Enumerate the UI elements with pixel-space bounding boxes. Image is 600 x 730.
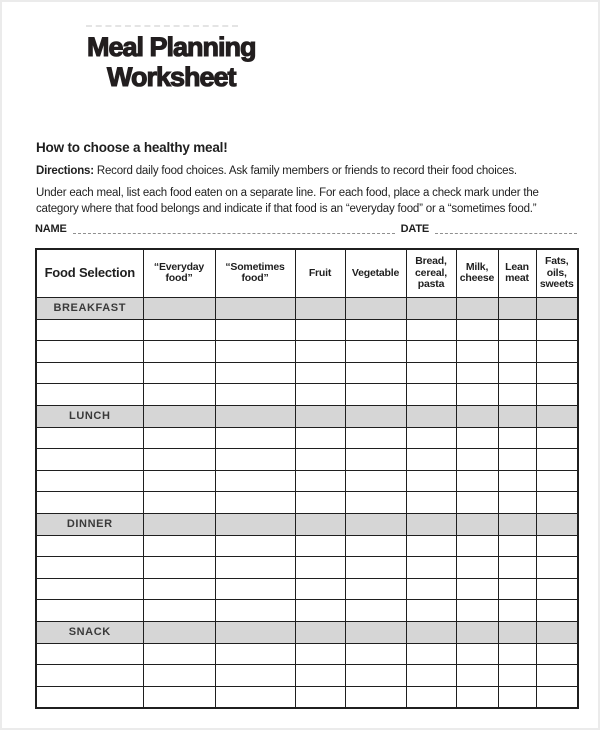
section-cell <box>536 513 578 535</box>
entry-cell <box>215 686 295 708</box>
entry-cell <box>498 341 536 363</box>
entry-cell <box>143 557 215 579</box>
section-cell <box>295 405 345 427</box>
entry-cell <box>295 600 345 622</box>
directions-line <box>36 164 578 179</box>
section-cell <box>456 297 498 319</box>
entry-cell <box>406 319 456 341</box>
section-cell <box>295 621 345 643</box>
section-label-snack: SNACK <box>36 621 143 643</box>
entry-cell <box>456 535 498 557</box>
section-label-dinner: DINNER <box>36 513 143 535</box>
entry-row <box>36 319 578 341</box>
entry-cell <box>215 341 295 363</box>
entry-cell <box>345 384 406 406</box>
section-row-dinner <box>36 513 578 535</box>
section-cell <box>143 297 215 319</box>
entry-cell <box>536 557 578 579</box>
page-title-line2: Worksheet <box>106 62 236 92</box>
section-cell <box>295 513 345 535</box>
column-header-sometimes-food: “Sometimes food” <box>215 249 295 297</box>
entry-cell <box>456 319 498 341</box>
entry-cell <box>456 341 498 363</box>
entry-cell <box>456 470 498 492</box>
section-cell <box>406 297 456 319</box>
entry-cell <box>36 492 143 514</box>
table-header-row <box>36 249 578 297</box>
entry-row <box>36 362 578 384</box>
entry-cell <box>143 578 215 600</box>
entry-cell <box>143 686 215 708</box>
section-cell <box>345 513 406 535</box>
section-cell <box>456 405 498 427</box>
instructions-paragraph: Under each meal, list each food eaten on a separate line. For each food, place a check mark under the category where that food belongs and indicate if that food is an “everyday food” or a “sometimes food.” <box>36 187 539 215</box>
entry-cell <box>36 643 143 665</box>
entry-row <box>36 341 578 363</box>
section-cell <box>143 621 215 643</box>
section-row-lunch <box>36 405 578 427</box>
entry-cell <box>456 384 498 406</box>
entry-cell <box>143 384 215 406</box>
entry-cell <box>143 341 215 363</box>
entry-cell <box>295 362 345 384</box>
section-cell <box>498 513 536 535</box>
entry-cell <box>143 600 215 622</box>
entry-cell <box>215 492 295 514</box>
entry-row <box>36 665 578 687</box>
entry-cell <box>215 643 295 665</box>
entry-cell <box>143 362 215 384</box>
entry-cell <box>295 341 345 363</box>
entry-cell <box>345 470 406 492</box>
entry-cell <box>536 535 578 557</box>
name-label: NAME <box>35 223 67 235</box>
entry-cell <box>536 319 578 341</box>
entry-cell <box>36 600 143 622</box>
column-header-everyday-food: “Everyday food” <box>143 249 215 297</box>
entry-cell <box>498 535 536 557</box>
entry-cell <box>536 362 578 384</box>
entry-cell <box>295 665 345 687</box>
entry-cell <box>406 643 456 665</box>
entry-cell <box>536 341 578 363</box>
entry-cell <box>143 535 215 557</box>
entry-cell <box>215 319 295 341</box>
entry-cell <box>406 535 456 557</box>
page-title <box>87 32 256 92</box>
entry-cell <box>36 362 143 384</box>
entry-cell <box>345 578 406 600</box>
entry-cell <box>215 427 295 449</box>
entry-cell <box>406 362 456 384</box>
entry-cell <box>406 427 456 449</box>
section-cell <box>215 405 295 427</box>
entry-cell <box>36 665 143 687</box>
entry-cell <box>406 686 456 708</box>
entry-cell <box>536 578 578 600</box>
entry-cell <box>406 600 456 622</box>
entry-cell <box>143 643 215 665</box>
entry-cell <box>36 470 143 492</box>
entry-cell <box>345 557 406 579</box>
scan-artifact-line <box>86 25 238 27</box>
section-label-lunch: LUNCH <box>36 405 143 427</box>
entry-cell <box>295 319 345 341</box>
entry-cell <box>215 600 295 622</box>
entry-cell <box>456 557 498 579</box>
entry-row <box>36 427 578 449</box>
entry-cell <box>498 557 536 579</box>
entry-cell <box>406 557 456 579</box>
intro-heading: How to choose a healthy meal! <box>36 140 228 155</box>
entry-cell <box>536 427 578 449</box>
entry-cell <box>295 686 345 708</box>
entry-cell <box>143 470 215 492</box>
entry-cell <box>215 470 295 492</box>
section-cell <box>345 405 406 427</box>
entry-row <box>36 557 578 579</box>
column-header-food-selection: Food Selection <box>36 249 143 297</box>
entry-cell <box>456 686 498 708</box>
entry-cell <box>456 492 498 514</box>
entry-cell <box>36 341 143 363</box>
column-header-milk-cheese: Milk, cheese <box>456 249 498 297</box>
entry-cell <box>498 665 536 687</box>
entry-cell <box>215 535 295 557</box>
entry-cell <box>215 362 295 384</box>
entry-cell <box>36 319 143 341</box>
entry-cell <box>456 643 498 665</box>
entry-cell <box>456 600 498 622</box>
entry-cell <box>406 449 456 471</box>
entry-cell <box>456 578 498 600</box>
entry-cell <box>406 384 456 406</box>
date-fill-line <box>435 221 577 234</box>
entry-cell <box>345 686 406 708</box>
section-row-breakfast <box>36 297 578 319</box>
section-label-breakfast: BREAKFAST <box>36 297 143 319</box>
entry-cell <box>36 557 143 579</box>
section-cell <box>215 621 295 643</box>
entry-cell <box>345 427 406 449</box>
section-cell <box>536 405 578 427</box>
entry-cell <box>345 319 406 341</box>
entry-cell <box>36 427 143 449</box>
entry-cell <box>345 362 406 384</box>
entry-cell <box>345 665 406 687</box>
section-cell <box>536 297 578 319</box>
entry-cell <box>143 319 215 341</box>
entry-cell <box>295 535 345 557</box>
entry-cell <box>143 427 215 449</box>
column-header-vegetable: Vegetable <box>345 249 406 297</box>
entry-row <box>36 686 578 708</box>
directions-text: Record daily food choices. Ask family members or friends to record their food choices. <box>93 165 517 177</box>
entry-row <box>36 578 578 600</box>
entry-cell <box>345 643 406 665</box>
section-cell <box>295 297 345 319</box>
entry-row <box>36 470 578 492</box>
entry-cell <box>295 427 345 449</box>
entry-row <box>36 643 578 665</box>
entry-cell <box>536 686 578 708</box>
entry-row <box>36 535 578 557</box>
section-cell <box>345 297 406 319</box>
directions-label: Directions: <box>36 165 94 177</box>
entry-cell <box>295 449 345 471</box>
entry-cell <box>456 665 498 687</box>
entry-cell <box>215 557 295 579</box>
entry-cell <box>36 449 143 471</box>
name-fill-line <box>73 221 395 234</box>
entry-cell <box>295 557 345 579</box>
entry-row <box>36 600 578 622</box>
entry-cell <box>406 578 456 600</box>
entry-cell <box>345 492 406 514</box>
entry-cell <box>295 492 345 514</box>
entry-cell <box>215 578 295 600</box>
entry-cell <box>143 449 215 471</box>
entry-cell <box>295 470 345 492</box>
entry-cell <box>498 319 536 341</box>
section-cell <box>143 405 215 427</box>
entry-row <box>36 492 578 514</box>
section-cell <box>406 513 456 535</box>
section-cell <box>498 405 536 427</box>
entry-cell <box>498 492 536 514</box>
entry-cell <box>456 362 498 384</box>
column-header-fats-oils-sweets: Fats, oils, sweets <box>536 249 578 297</box>
section-cell <box>143 513 215 535</box>
entry-cell <box>498 427 536 449</box>
column-header-fruit: Fruit <box>295 249 345 297</box>
entry-cell <box>498 578 536 600</box>
entry-cell <box>536 449 578 471</box>
entry-cell <box>456 449 498 471</box>
entry-cell <box>295 578 345 600</box>
entry-row <box>36 449 578 471</box>
section-cell <box>456 513 498 535</box>
entry-cell <box>345 535 406 557</box>
entry-cell <box>498 600 536 622</box>
entry-cell <box>536 665 578 687</box>
meal-table-body <box>36 297 578 708</box>
column-header-bread-cereal-pasta: Bread, cereal, pasta <box>406 249 456 297</box>
section-row-snack <box>36 621 578 643</box>
entry-cell <box>406 665 456 687</box>
section-cell <box>406 405 456 427</box>
entry-cell <box>498 384 536 406</box>
date-label: DATE <box>400 223 429 235</box>
entry-row <box>36 384 578 406</box>
entry-cell <box>345 600 406 622</box>
entry-cell <box>406 470 456 492</box>
entry-cell <box>215 384 295 406</box>
entry-cell <box>36 535 143 557</box>
entry-cell <box>498 470 536 492</box>
page-title-line1: Meal Planning <box>87 32 256 62</box>
entry-cell <box>498 686 536 708</box>
entry-cell <box>536 643 578 665</box>
entry-cell <box>143 665 215 687</box>
entry-cell <box>406 492 456 514</box>
column-header-lean-meat: Lean meat <box>498 249 536 297</box>
entry-cell <box>536 470 578 492</box>
entry-cell <box>345 341 406 363</box>
entry-cell <box>536 600 578 622</box>
entry-cell <box>295 384 345 406</box>
meal-table <box>35 248 579 709</box>
entry-cell <box>498 449 536 471</box>
section-cell <box>406 621 456 643</box>
section-cell <box>215 297 295 319</box>
entry-cell <box>536 384 578 406</box>
section-cell <box>456 621 498 643</box>
section-cell <box>498 621 536 643</box>
entry-cell <box>36 686 143 708</box>
worksheet-page <box>2 2 598 728</box>
entry-cell <box>498 362 536 384</box>
entry-cell <box>36 384 143 406</box>
entry-cell <box>215 449 295 471</box>
entry-cell <box>498 643 536 665</box>
entry-cell <box>406 341 456 363</box>
entry-cell <box>295 643 345 665</box>
section-cell <box>498 297 536 319</box>
entry-cell <box>36 578 143 600</box>
entry-cell <box>345 449 406 471</box>
entry-cell <box>456 427 498 449</box>
section-cell <box>215 513 295 535</box>
name-date-row <box>35 221 577 236</box>
entry-cell <box>536 492 578 514</box>
entry-cell <box>143 492 215 514</box>
entry-cell <box>215 665 295 687</box>
section-cell <box>345 621 406 643</box>
section-cell <box>536 621 578 643</box>
